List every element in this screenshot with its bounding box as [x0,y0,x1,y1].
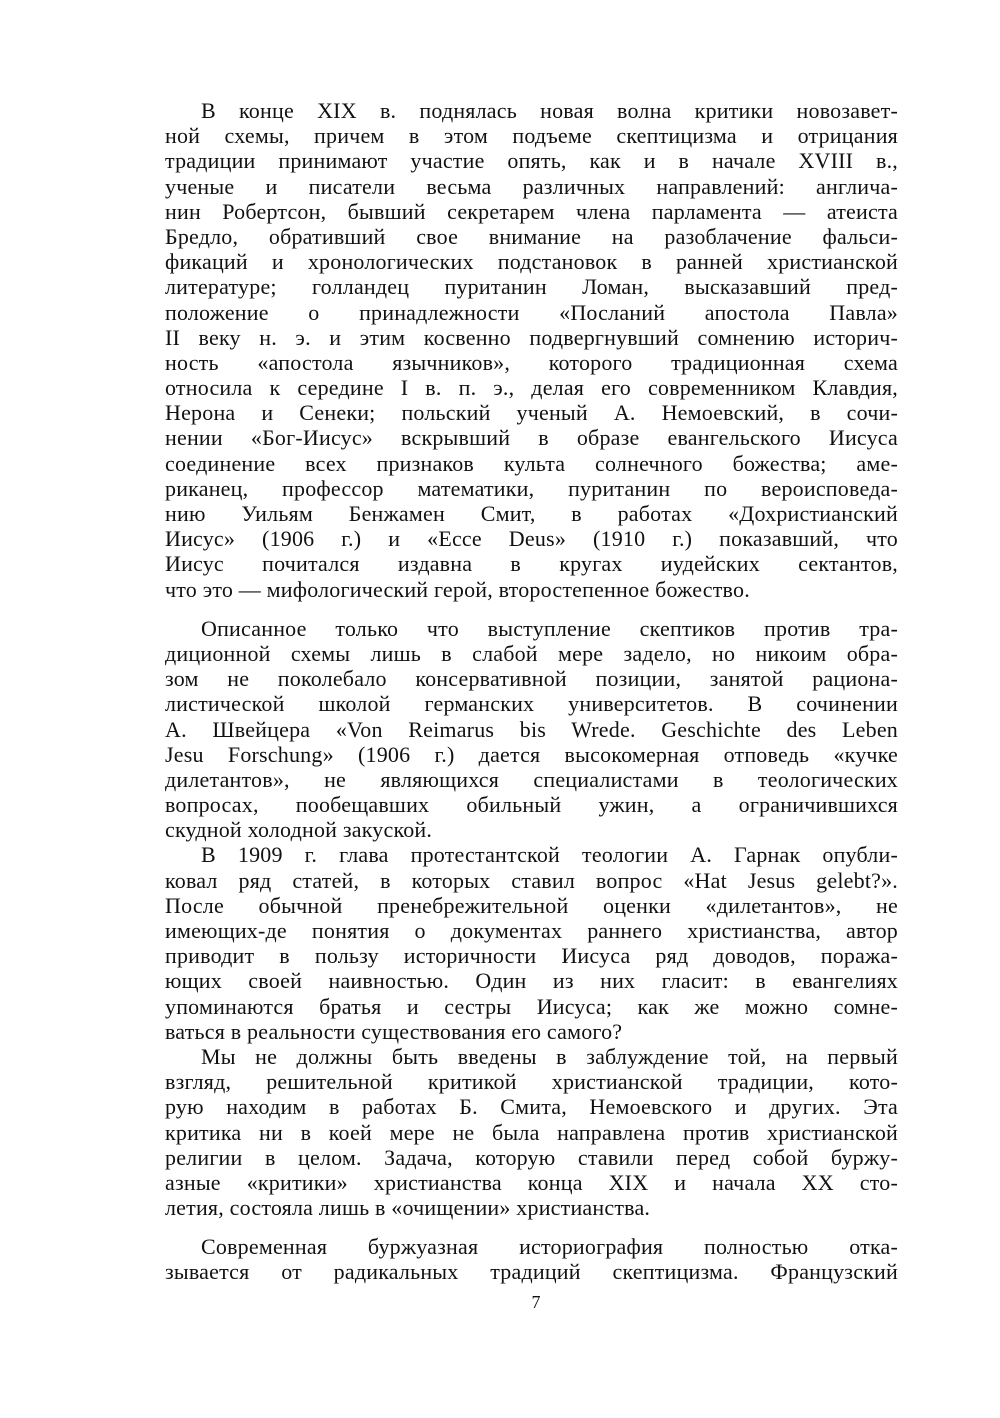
text-line: Описанное только что выступление скептиков против тра- [201,615,898,641]
paragraph [165,1044,898,1220]
text-line: зывается от радикальных традиций скептицизма. Французский [165,1259,898,1285]
text-line: нин Робертсон, бывший секретарем члена парламента — атеиста [165,198,898,224]
text-line: литературе; голландец пуританин Ломан, высказавший пред- [165,274,898,300]
text-line: Бредло, обративший свое внимание на разоблачение фальси- [165,223,898,249]
text-line: упоминаются братья и сестры Иисуса; как же можно сомне- [165,993,898,1019]
text-line: ковал ряд статей, в которых ставил вопрос «Hat Jesus gelebt?». [165,867,898,893]
text-line: А. Швейцера «Von Reimarus bis Wrede. Geschichte des Leben [165,716,898,742]
text-line: имеющих-де понятия о документах раннего христианства, автор [165,918,898,943]
text-line: нении «Бог-Иисус» вскрывший в образе евангельского Иисуса [165,425,898,451]
paragraph [165,616,898,843]
text-line: В 1909 г. глава протестантской теологии А. Гарнак опубли- [201,842,898,868]
text-line: вопросах, пообещавших обильный ужин, а ограничившихся [165,792,898,818]
text-line: дилетантов», не являющихся специалистами в теологических [165,766,898,792]
text-line: фикаций и хронологических подстановок в ранней христианской [165,249,898,275]
paragraph [165,98,898,602]
text-line: относила к середине I в. п. э., делая его современником Клавдия, [165,375,898,401]
text-line: критика ни в коей мере не была направлена против христианской [165,1119,898,1145]
text-line: Иисус» (1906 г.) и «Ecce Deus» (1910 г.) показавший, что [165,526,898,552]
text-line: ность «апостола язычников», которого традиционная схема [165,349,898,375]
page-body [165,98,898,1285]
text-line: ваться в реальности существования его самого? [165,1018,623,1044]
paragraph [165,1234,898,1284]
paragraph [165,842,898,1044]
text-line: приводит в пользу историчности Иисуса ряд доводов, поража- [165,943,898,969]
text-line: традиции принимают участие опять, как и в начале XVIII в., [165,148,898,174]
text-line: рую находим в работах Б. Смита, Немоевского и других. Эта [165,1094,898,1120]
text-line: листической школой германских университетов. В сочинении [165,691,898,717]
text-line: Jesu Forschung» (1906 г.) дается высокомерная отповедь «кучке [165,741,898,767]
text-line: риканец, профессор математики, пуританин по вероисповеда- [165,475,898,501]
text-line: религии в целом. Задача, которую ставили перед собой буржу- [165,1144,898,1170]
text-line: соединение всех признаков культа солнечного божества; аме- [165,450,898,476]
text-line: II веку н. э. и этим косвенно подвергнувший сомнению историч- [165,324,898,350]
text-line: взгляд, решительной критикой христианской традиции, кото- [165,1069,898,1095]
text-line: Иисус почитался издавна в кругах иудейских сектантов, [165,551,898,577]
text-line: диционной схемы лишь в слабой мере задело, но никоим обра- [165,640,898,666]
text-line: азные «критики» христианства конца XIX и начала XX сто- [165,1169,898,1195]
text-line: ученые и писатели весьма различных направлений: англича- [165,173,898,199]
text-line: что это — мифологический герой, второстепенное божество. [165,576,750,602]
text-line: летия, состояла лишь в «очищении» христианства. [165,1195,651,1221]
page-number: 7 [531,1292,541,1312]
text-line: Нерона и Сенеки; польский ученый А. Немоевский, в сочи- [165,400,898,426]
text-line: ющих своей наивностью. Один из них гласит: в евангелиях [165,968,898,994]
text-line: скудной холодной закуской. [165,817,433,843]
text-line: ной схемы, причем в этом подъеме скептицизма и отрицания [165,123,898,149]
text-line: нию Уильям Бенжамен Смит, в работах «Дохристианский [165,501,898,526]
text-line: После обычной пренебрежительной оценки «дилетантов», не [165,892,898,918]
text-line: Современная буржуазная историография полностью отка- [201,1234,898,1260]
text-line: положение о принадлежности «Посланий апостола Павла» [165,299,898,325]
text-line: зом не поколебало консервативной позиции, занятой рациона- [165,666,898,692]
text-line: Мы не должны быть введены в заблуждение той, на первый [201,1043,898,1069]
text-line: В конце XIX в. поднялась новая волна критики новозавет- [201,98,898,123]
